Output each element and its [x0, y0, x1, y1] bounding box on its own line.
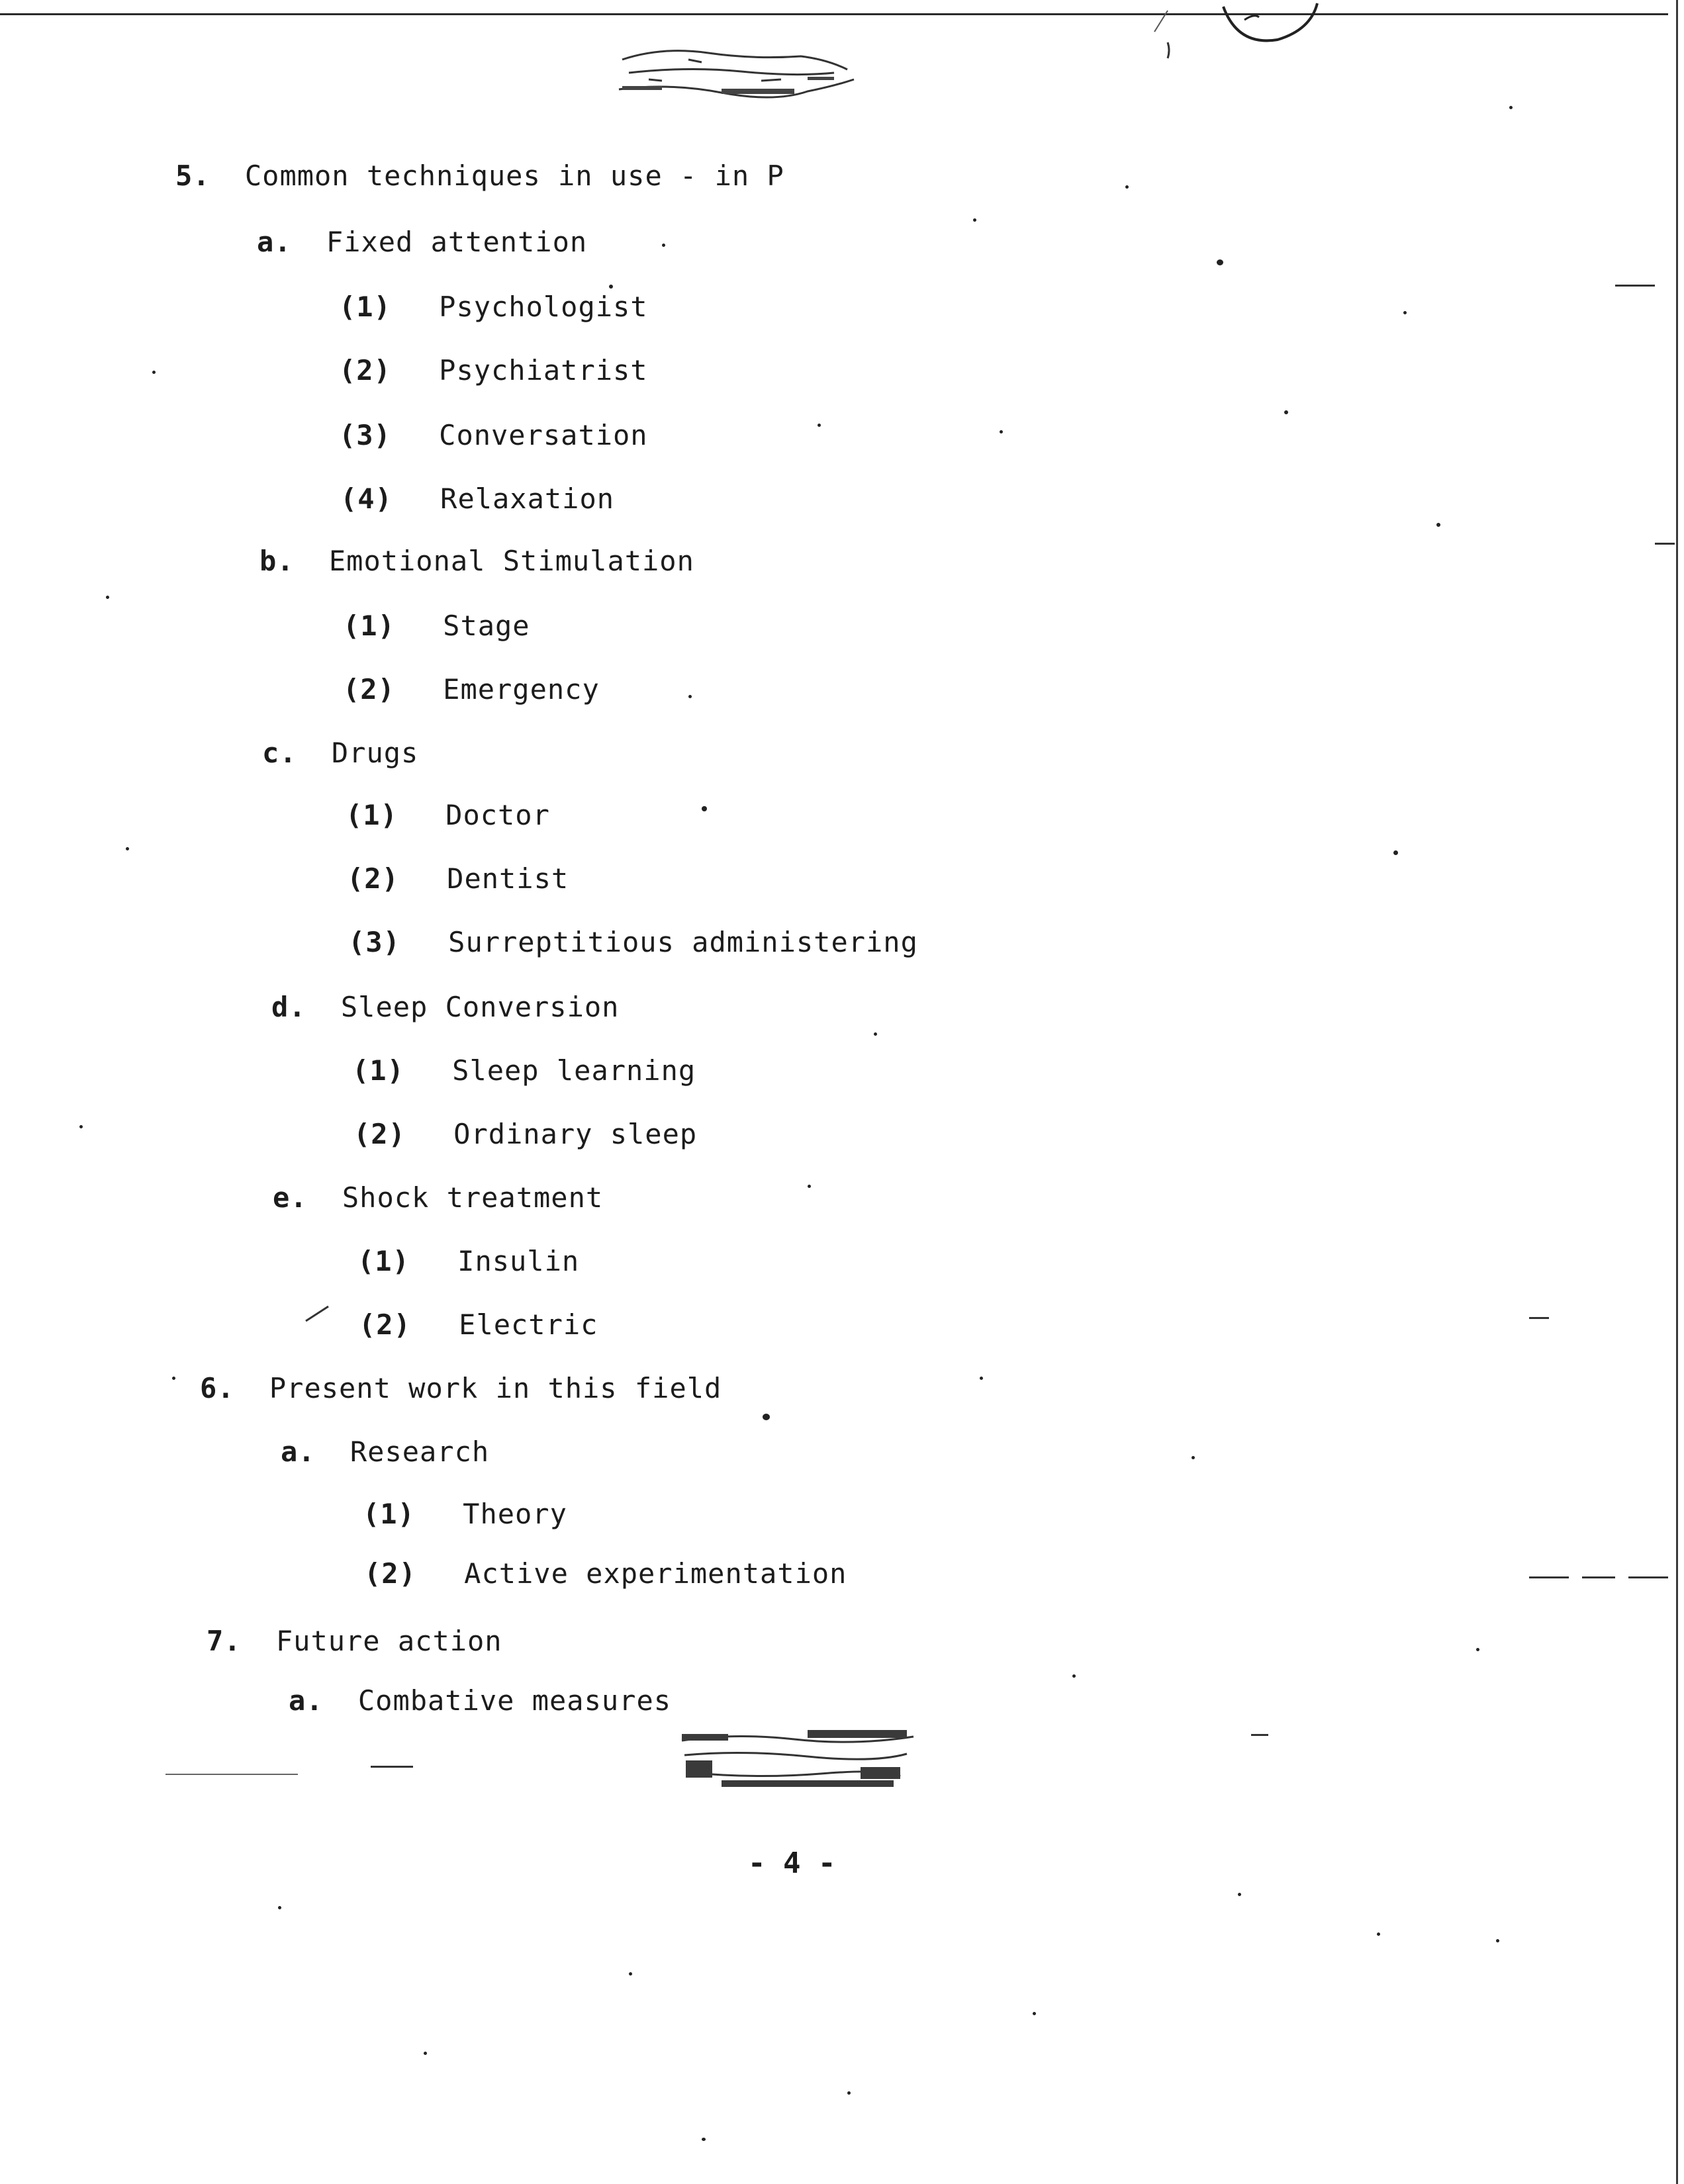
outline-item-5a4 [340, 482, 614, 516]
outline-number: a. [257, 226, 292, 258]
outline-item-5d [271, 990, 619, 1024]
outline-number: (3) [348, 926, 400, 958]
outline-number: 5. [175, 159, 210, 192]
outline-item-5e2 [359, 1308, 598, 1342]
outline-number: a. [289, 1684, 324, 1717]
outline-item-5d2 [353, 1117, 697, 1152]
outline-item-5c [262, 736, 418, 770]
outline-text: Emergency [443, 673, 600, 705]
page-number: - 4 - [748, 1846, 836, 1880]
outline-number: (1) [339, 291, 391, 323]
outline-text: Insulin [457, 1245, 580, 1277]
outline-item-5b [259, 544, 694, 578]
outline-number: (1) [363, 1498, 415, 1530]
outline-item-5 [175, 159, 784, 193]
outline-number: 6. [200, 1372, 235, 1404]
outline-text: Combative measures [357, 1684, 672, 1717]
outline-number: 7. [207, 1625, 242, 1657]
outline-text: Sleep Conversion [340, 991, 620, 1023]
outline-number: (2) [343, 673, 395, 705]
outline-number: e. [273, 1181, 308, 1214]
outline-number: b. [259, 545, 295, 577]
outline-number: (3) [339, 419, 391, 451]
outline-item-5e [273, 1181, 603, 1215]
right-border-line [1676, 0, 1678, 2184]
outline-number: (2) [339, 354, 391, 387]
outline-text: Shock treatment [342, 1181, 604, 1214]
outline-item-6a [281, 1435, 489, 1469]
outline-text: Ordinary sleep [453, 1118, 698, 1150]
outline-text: Sleep learning [452, 1054, 696, 1087]
outline-number: c. [262, 737, 297, 769]
outline-item-7 [207, 1624, 502, 1659]
outline-number: (1) [357, 1245, 410, 1277]
outline-text: Surreptitious administering [448, 926, 918, 958]
outline-text: Present work in this field [269, 1372, 722, 1404]
top-classification-stamp [609, 33, 867, 106]
outline-text: Psychiatrist [439, 354, 648, 387]
circle-annotation-mark [1218, 0, 1324, 53]
outline-item-5b2 [343, 672, 600, 707]
outline-item-5b1 [343, 609, 530, 643]
outline-text: Research [350, 1435, 490, 1468]
outline-text: Future action [275, 1625, 502, 1657]
outline-number: (1) [352, 1054, 404, 1087]
outline-number: (1) [346, 799, 398, 831]
outline-item-5c2 [347, 862, 569, 896]
outline-number: a. [281, 1435, 316, 1468]
outline-item-5d1 [352, 1054, 696, 1088]
outline-text: Dentist [447, 862, 569, 895]
outline-item-5c1 [346, 798, 550, 833]
outline-number: (2) [364, 1557, 416, 1590]
outline-item-6a2 [364, 1557, 847, 1591]
outline-number: (1) [343, 610, 395, 642]
outline-text: Emotional Stimulation [328, 545, 694, 577]
outline-text: Fixed attention [326, 226, 588, 258]
outline-text: Stage [443, 610, 530, 642]
outline-text: Theory [463, 1498, 567, 1530]
outline-text: Doctor [445, 799, 550, 831]
outline-item-5a [257, 225, 587, 259]
outline-text: Electric [459, 1308, 598, 1341]
outline-number: (4) [340, 482, 393, 515]
outline-text: Psychologist [439, 291, 648, 323]
outline-item-5a1 [339, 290, 648, 324]
outline-number: (2) [353, 1118, 406, 1150]
outline-text: Relaxation [440, 482, 615, 515]
bottom-classification-stamp [675, 1721, 927, 1794]
outline-text: Active experimentation [464, 1557, 847, 1590]
outline-item-5e1 [357, 1244, 579, 1279]
outline-item-6a1 [363, 1497, 567, 1531]
outline-item-5a3 [339, 418, 648, 453]
outline-number: (2) [347, 862, 399, 895]
outline-item-6 [200, 1371, 722, 1406]
outline-text: Drugs [331, 737, 419, 769]
top-border-line [0, 13, 1668, 15]
outline-item-5a2 [339, 353, 648, 388]
outline-text: Common techniques in use - in P [244, 159, 784, 192]
outline-item-7a [289, 1684, 671, 1718]
outline-item-5c3 [348, 925, 918, 960]
outline-number: d. [271, 991, 306, 1023]
outline-number: (2) [359, 1308, 411, 1341]
outline-text: Conversation [439, 419, 648, 451]
